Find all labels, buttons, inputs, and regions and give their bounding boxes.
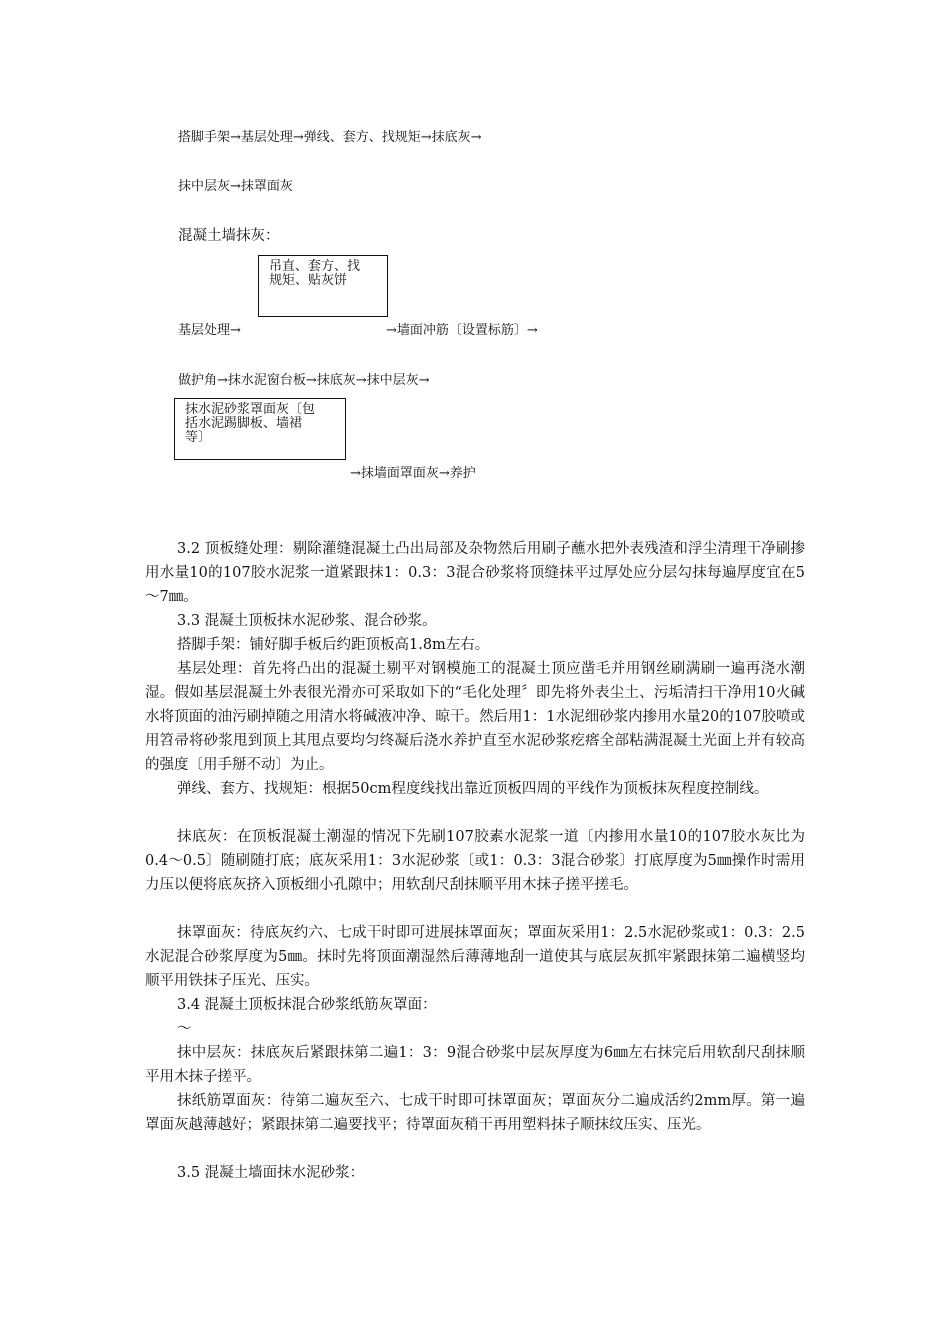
paragraph-3-3: 3.3 混凝土顶板抹水泥砂浆、混合砂浆。 [177, 613, 437, 629]
paragraph-base-coat: 抹底灰：在顶板混凝土潮湿的情况下先刷107胶素水泥浆一道〔内掺用水量10的107胶水灰比为0.4～0.5〕随刷随打底；底灰采用1：3水泥砂浆〔或1：0.3：3混合砂浆〕打底厚度为5㎜操作时需用力压以便将底灰挤入顶板细小孔隙中；用软刮尺刮抹顺平用木抹子搓平搓毛。 [145, 829, 805, 893]
paragraph-finish-coat: 抹罩面灰：待底灰约六、七成干时即可进展抹罩面灰；罩面灰采用1：2.5水泥砂浆或1：0.3：2.5水泥混合砂浆厚度为5㎜。抹时先将顶面潮湿然后薄薄地刮一道使其与底层灰抓牢紧跟抹第二遍横竖均顺平用铁抹子压光、压实。 [145, 925, 805, 989]
flow-line-5: →抹墙面罩面灰→养护 [350, 466, 476, 481]
flow-heading: 混凝土墙抹灰： [178, 228, 280, 244]
paragraph-base-treatment: 基层处理：首先将凸出的混凝土剔平对钢模施工的混凝土顶应凿毛并用钢丝刷满刷一遍再浇水潮湿。假如基层混凝土外表很光滑亦可采取如下的“毛化处理〞即先将外表尘土、污垢清扫干净用10火碱水将顶面的油污刷掉随之用清水将碱液冲净、晾干。然后用1：1水泥细砂浆内掺用水量20的107胶喷或用笤帚将砂浆甩到顶上其甩点要均匀终凝后浇水养护直至水泥砂浆疙瘩全部粘满混凝土光面上并有较高的强度〔用手掰不动〕为止。 [145, 661, 805, 773]
flow-box-plumb [258, 255, 388, 317]
paragraph-3-5: 3.5 混凝土墙面抹水泥砂浆： [177, 1165, 365, 1181]
paragraph-3-2: 3.2 顶板缝处理：剔除灌缝混凝土凸出局部及杂物然后用刷子蘸水把外表残渣和浮尘清理干净刷掺用水量10的107胶水泥浆一道紧跟抹1：0.3：3混合砂浆将顶缝抹平过厚处应分层勾抹每遍厚度宜在5～7㎜。 [145, 541, 805, 605]
flow-box-plumb-line-1: 吊直、套方、找 [269, 259, 361, 274]
paragraph-tilde: ～ [177, 1021, 192, 1037]
paragraph-paper-fiber: 抹纸筋罩面灰：待第二遍灰至六、七成干时即可抹罩面灰；罩面灰分二遍成活约2mm厚。第一遍罩面灰越薄越好；紧跟抹第二遍要找平；待罩面灰稍干再用塑料抹子顺抹纹压实、压光。 [145, 1093, 805, 1133]
flow-line-1: 搭脚手架→基层处理→弹线、套方、找规矩→抹底灰→ [178, 130, 482, 145]
paragraph-line-marking: 弹线、套方、找规矩：根据50cm程度线找出靠近顶板四周的平线作为顶板抹灰程度控制线。 [177, 781, 769, 797]
flow-line-3-right: →墙面冲筋〔设置标筋〕→ [386, 323, 538, 338]
paragraph-scaffold: 搭脚手架：铺好脚手板后约距顶板高1.8m左右。 [177, 637, 490, 653]
flow-box-cement [174, 398, 346, 460]
flow-line-2: 抹中层灰→抹罩面灰 [178, 179, 293, 194]
paragraph-middle-coat: 抹中层灰：抹底灰后紧跟抹第二遍1：3：9混合砂浆中层灰厚度为6㎜左右抹完后用软刮尺刮抹顺平用木抹子搓平。 [145, 1045, 805, 1085]
flow-box-cement-line-1: 抹水泥砂浆罩面灰〔包 [185, 402, 316, 417]
flow-line-3-left: 基层处理→ [178, 323, 241, 338]
flow-line-4: 做护角→抹水泥窗台板→抹底灰→抹中层灰→ [178, 373, 430, 388]
flow-box-plumb-line-2: 规矩、贴灰饼 [269, 273, 348, 288]
flow-box-cement-line-2: 括水泥踢脚板、墙裙 [185, 416, 303, 431]
flow-box-cement-line-3: 等〕 [185, 430, 212, 445]
paragraph-3-4: 3.4 混凝土顶板抹混合砂浆纸筋灰罩面： [177, 997, 437, 1013]
